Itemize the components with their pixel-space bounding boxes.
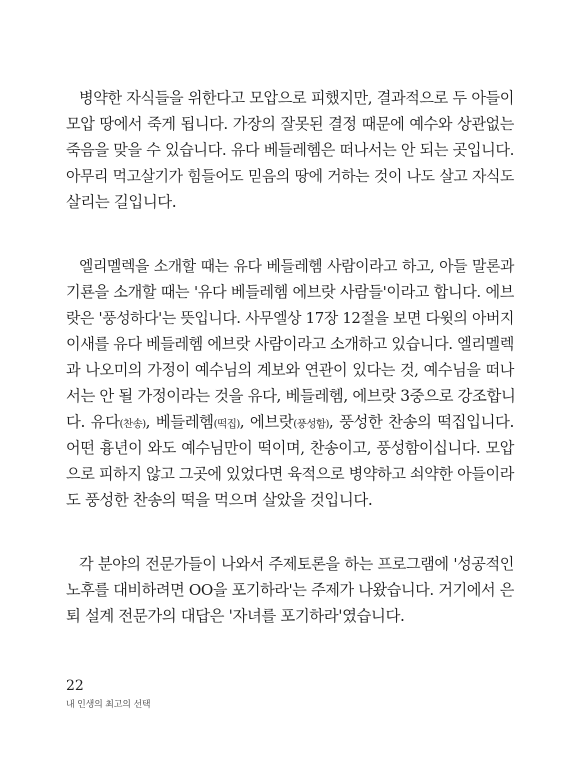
text-segment: , 풍성한 찬송의 떡집입니다. — [328, 413, 514, 431]
text-segment: , 베들레헴 — [145, 413, 214, 431]
text-line-with-notes — [66, 412, 514, 434]
text-line: 서는 안 될 가정이라는 것을 유다, 베들레헴, 에브랏 3중으로 강조합니 — [66, 387, 516, 405]
text-line: 노후를 대비하려면 OO을 포기하라'는 주제가 나왔습니다. 거기에서 은 — [66, 581, 514, 599]
text-segment: 다. 유다 — [66, 413, 120, 431]
text-line: 이새를 유다 베들레헴 에브랏 사람이라고 소개하고 있습니다. 엘리멜렉 — [66, 335, 514, 353]
text-line: 죽음을 맞을 수 있습니다. 유다 베들레헴은 떠나서는 안 되는 곳입니다. — [66, 141, 514, 159]
page-number: 22 — [66, 678, 84, 694]
text-line: 퇴 설계 전문가의 대답은 '자녀를 포기하라'였습니다. — [66, 607, 405, 625]
text-line: 각 분야의 전문가들이 나와서 주제토론을 하는 프로그램에 '성공적인 — [79, 555, 514, 573]
text-line: 랏은 '풍성하다'는 뜻입니다. 사무엘상 17장 12절을 보면 다윗의 아버지 — [66, 309, 514, 327]
text-line: 아무리 먹고살기가 힘들어도 믿음의 땅에 거하는 것이 나도 살고 자식도 — [66, 167, 514, 185]
text-line: 어떤 흉년이 와도 예수님만이 떡이며, 찬송이고, 풍성함이십니다. 모압 — [66, 439, 514, 457]
text-segment: , 에브랏 — [239, 413, 294, 431]
text-line: 으로 피하지 않고 그곳에 있었다면 육적으로 병약하고 쇠약한 아들이라 — [66, 465, 514, 483]
inline-note: (떡집) — [213, 418, 240, 430]
text-line: 엘리멜렉을 소개할 때는 유다 베들레헴 사람이라고 하고, 아들 말론과 — [79, 257, 514, 275]
text-line: 도 풍성한 찬송의 떡을 먹으며 살았을 것입니다. — [66, 491, 373, 509]
inline-note: (풍성함) — [293, 418, 329, 430]
running-title: 내 인생의 최고의 선택 — [66, 700, 151, 710]
text-line: 병약한 자식들을 위한다고 모압으로 피했지만, 결과적으로 두 아들이 — [79, 89, 514, 107]
text-line: 모압 땅에서 죽게 됩니다. 가장의 잘못된 결정 때문에 예수와 상관없는 — [66, 115, 514, 133]
text-line: 과 나오미의 가정이 예수님의 계보와 연관이 있다는 것, 예수님을 떠나 — [66, 361, 514, 379]
inline-note: (찬송) — [119, 418, 146, 430]
text-line: 기룐을 소개할 때는 '유다 베들레헴 에브랏 사람들'이라고 합니다. 에브 — [66, 283, 514, 301]
text-line: 살리는 길입니다. — [66, 193, 177, 211]
